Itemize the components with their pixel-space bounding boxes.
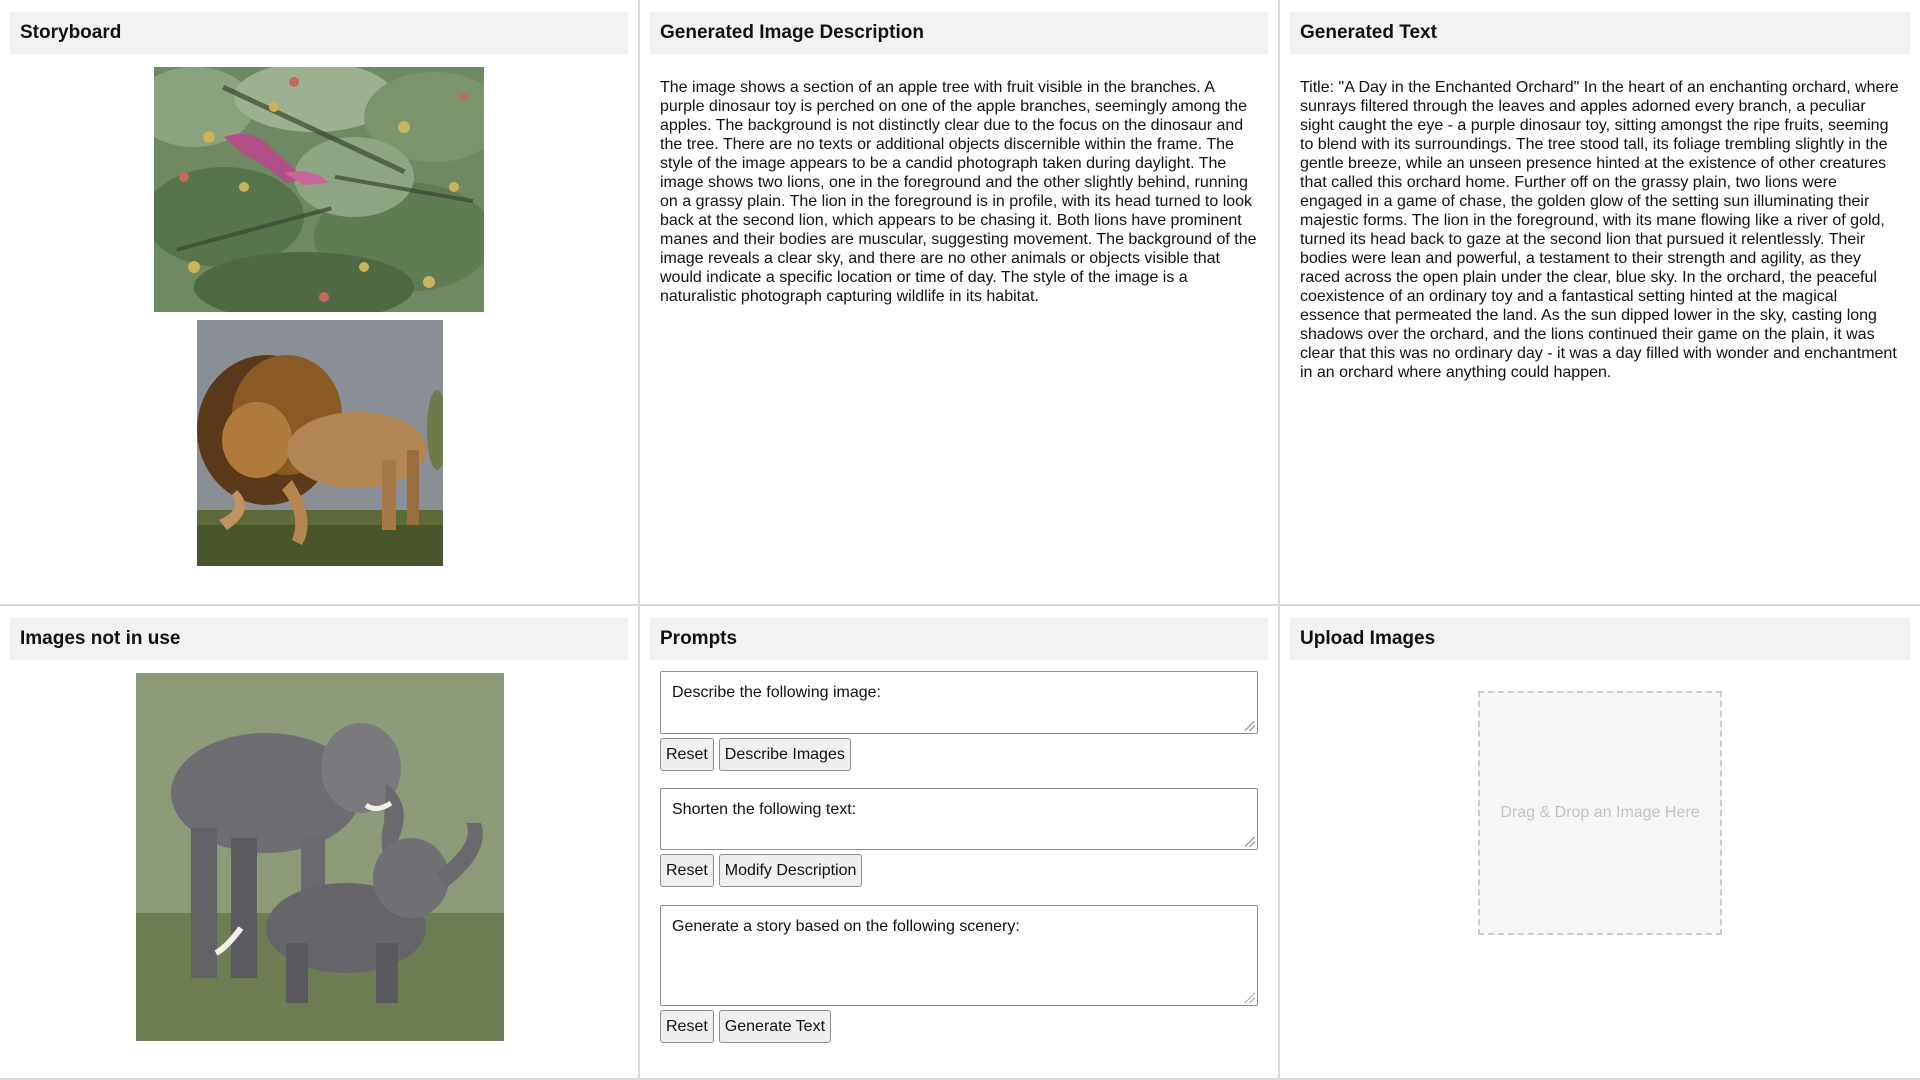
running-lions-image[interactable]	[197, 320, 443, 566]
resize-grip-icon[interactable]	[1245, 721, 1255, 731]
generate-reset-button[interactable]: Reset	[660, 1010, 714, 1043]
shorten-button-row	[660, 854, 1258, 887]
apple-tree-dinosaur-image[interactable]	[154, 67, 484, 312]
describe-button-row	[660, 738, 1258, 771]
generate-text-button[interactable]: Generate Text	[719, 1010, 831, 1043]
unused-images-panel	[0, 606, 640, 1080]
describe-prompt-text: Describe the following image:	[672, 684, 881, 701]
prompt-describe	[660, 671, 1258, 771]
describe-images-button[interactable]: Describe Images	[719, 738, 851, 771]
prompts-header: Prompts	[650, 618, 1268, 660]
upload-header: Upload Images	[1290, 618, 1910, 660]
generated-text-header: Generated Text	[1290, 12, 1910, 54]
shorten-reset-button[interactable]: Reset	[660, 854, 714, 887]
generated-description-text: The image shows a section of an apple tree with fruit visible in the branches. A purple dinosaur toy is perched on one of the apple branches, seemingly among the apples. The background is not distinctly clear due to the focus on the dinosaur and the tree. There are no texts or additional objects discernible within the frame. The style of the image appears to be a candid photograph taken during daylight. The image shows two lions, one in the foreground and the other slightly behind, running on a grassy plain. The lion in the foreground is in profile, with its head turned to look back at the second lion, which appears to be chasing it. Both lions have prominent manes and their bodies are muscular, suggesting movement. The background of the image reveals a clear sky, and there are no other animals or objects visible that would indicate a specific location or time of day. The style of the image is a naturalistic photograph capturing wildlife in its habitat.	[660, 79, 1257, 305]
upload-panel	[1280, 606, 1920, 1080]
resize-grip-icon[interactable]	[1245, 837, 1255, 847]
generated-story-text: Title: "A Day in the Enchanted Orchard" In the heart of an enchanting orchard, where sunrays filtered through the leaves and apples adorned every branch, a peculiar sight caught the eye - a purple dinosaur toy, sitting amongst the ripe fruits, seeming to blend with its surroundings. The tree stood tall, its foliage trembling slightly in the gentle breeze, while an unseen presence hinted at the existence of other creatures that called this orchard home. Further off on the grassy plain, two lions were engaged in a game of chase, the golden glow of the setting sun illuminating their majestic forms. The lion in the foreground, with its mane flowing like a river of gold, turned its head back to gaze at the second lion that pursued it relentlessly. Their bodies were lean and powerful, a testament to their strength and agility, as they raced across the open plain under the clear, blue sky. In the orchard, the peaceful coexistence of an ordinary toy and a fantastical setting hinted at the magical essence that permeated the land. As the sun dipped lower in the sky, casting long shadows over the orchard, and the lions continued their game on the plain, it was clear that this was no ordinary day - it was a day filled with wonder and enchantment in an orchard where anything could happen.	[1300, 79, 1899, 381]
modify-description-button[interactable]: Modify Description	[719, 854, 863, 887]
generated-text-panel	[1280, 0, 1920, 606]
prompt-shorten	[660, 788, 1258, 887]
elephants-image[interactable]	[136, 673, 504, 1041]
image-drop-zone[interactable]	[1478, 691, 1722, 935]
description-header: Generated Image Description	[650, 12, 1268, 54]
generate-prompt-text: Generate a story based on the following scenery:	[672, 918, 1020, 935]
prompt-generate	[660, 905, 1258, 1043]
description-panel	[640, 0, 1280, 606]
generate-button-row	[660, 1010, 1258, 1043]
describe-reset-button[interactable]: Reset	[660, 738, 714, 771]
shorten-prompt-textarea[interactable]	[660, 788, 1258, 850]
storyboard-header: Storyboard	[10, 12, 628, 54]
resize-grip-icon[interactable]	[1245, 993, 1255, 1003]
describe-prompt-textarea[interactable]	[660, 671, 1258, 734]
prompts-panel	[640, 606, 1280, 1080]
shorten-prompt-text: Shorten the following text:	[672, 801, 857, 818]
drop-zone-hint: Drag & Drop an Image Here	[1500, 804, 1700, 821]
storyboard-panel	[0, 0, 640, 606]
generate-prompt-textarea[interactable]	[660, 905, 1258, 1006]
unused-images-header: Images not in use	[10, 618, 628, 660]
